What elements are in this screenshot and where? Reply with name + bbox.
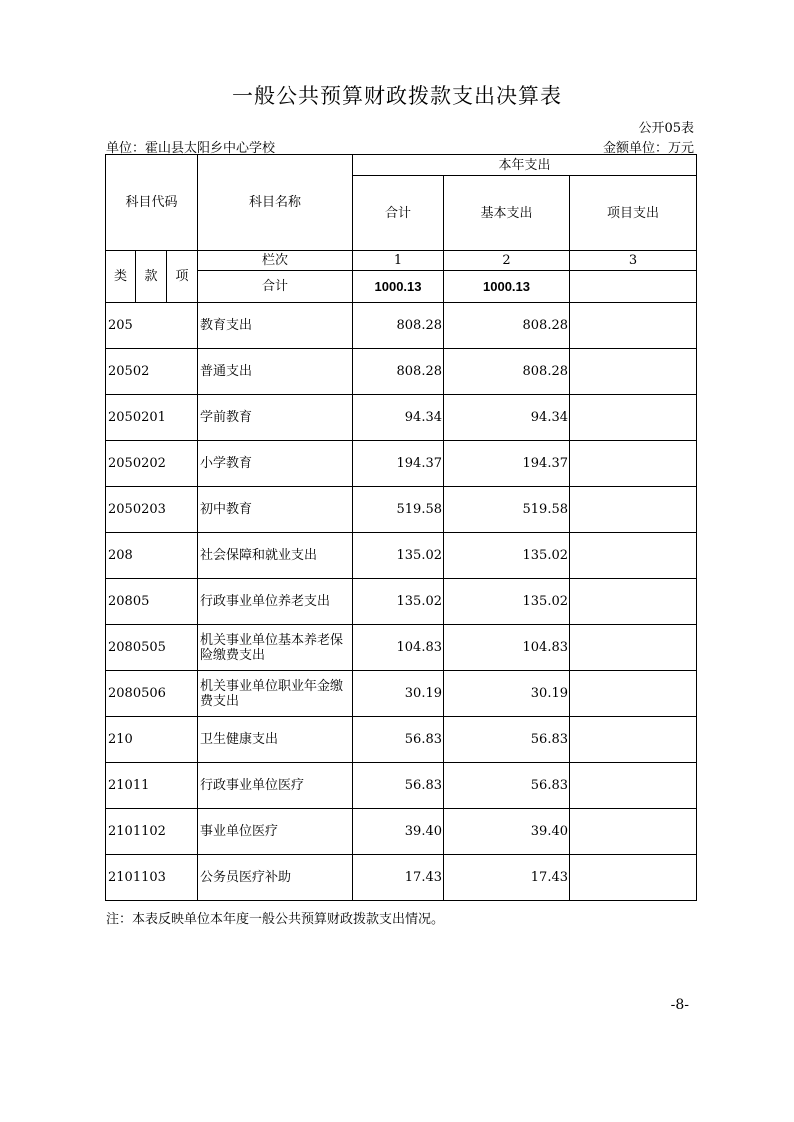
basic-cell: 194.37: [444, 441, 570, 487]
table-row: [106, 395, 697, 441]
project-cell: [570, 855, 697, 901]
sub-header-lei: 类: [106, 251, 136, 303]
basic-cell: 808.28: [444, 303, 570, 349]
table-row: [106, 717, 697, 763]
total-cell: 194.37: [353, 441, 444, 487]
total-label: 合计: [198, 271, 353, 303]
table-row: [106, 303, 697, 349]
subject-code-cell: 2101102: [106, 809, 198, 855]
subject-name-cell: 学前教育: [198, 395, 353, 441]
header-row-1: [106, 155, 697, 176]
basic-cell: 39.40: [444, 809, 570, 855]
project-cell: [570, 303, 697, 349]
subject-code-cell: 2050201: [106, 395, 198, 441]
basic-cell: 56.83: [444, 763, 570, 809]
table-row: [106, 487, 697, 533]
subject-name-cell: 机关事业单位基本养老保险缴费支出: [198, 625, 353, 671]
header-subject-code: 科目代码: [106, 155, 198, 251]
total-cell: 30.19: [353, 671, 444, 717]
total-basic-value: 1000.13: [444, 271, 570, 303]
subject-code-cell: 2050202: [106, 441, 198, 487]
form-code: 公开05表: [638, 121, 694, 136]
project-cell: [570, 671, 697, 717]
subject-name-cell: 行政事业单位养老支出: [198, 579, 353, 625]
table-row: [106, 671, 697, 717]
total-cell: 56.83: [353, 763, 444, 809]
subject-code-cell: 210: [106, 717, 198, 763]
subject-code-cell: 208: [106, 533, 198, 579]
basic-cell: 135.02: [444, 533, 570, 579]
total-cell: 17.43: [353, 855, 444, 901]
header-current-year-expenditure: 本年支出: [353, 155, 697, 176]
basic-cell: 519.58: [444, 487, 570, 533]
index-1: 1: [353, 251, 444, 271]
total-cell: 519.58: [353, 487, 444, 533]
table-row: [106, 855, 697, 901]
header-subject-name: 科目名称: [198, 155, 353, 251]
subject-name-cell: 小学教育: [198, 441, 353, 487]
table-row: [106, 533, 697, 579]
total-cell: 135.02: [353, 533, 444, 579]
total-cell: 808.28: [353, 303, 444, 349]
table-row: [106, 625, 697, 671]
table-row: [106, 579, 697, 625]
subject-name-cell: 社会保障和就业支出: [198, 533, 353, 579]
subject-name-cell: 卫生健康支出: [198, 717, 353, 763]
subject-name-cell: 机关事业单位职业年金缴费支出: [198, 671, 353, 717]
subject-name-cell: 事业单位医疗: [198, 809, 353, 855]
project-cell: [570, 625, 697, 671]
table-row: [106, 349, 697, 395]
basic-cell: 808.28: [444, 349, 570, 395]
subject-name-cell: 教育支出: [198, 303, 353, 349]
total-cell: 56.83: [353, 717, 444, 763]
sub-header-kuan: 款: [136, 251, 167, 303]
page-number: -8-: [670, 997, 689, 1013]
subject-code-cell: 20502: [106, 349, 198, 395]
project-cell: [570, 349, 697, 395]
table-row: [106, 763, 697, 809]
total-cell: 135.02: [353, 579, 444, 625]
subject-name-cell: 公务员医疗补助: [198, 855, 353, 901]
subject-code-cell: 20805: [106, 579, 198, 625]
basic-cell: 104.83: [444, 625, 570, 671]
subject-name-cell: 行政事业单位医疗: [198, 763, 353, 809]
header-total: 合计: [353, 176, 444, 251]
index-row: [106, 251, 697, 271]
basic-cell: 30.19: [444, 671, 570, 717]
basic-cell: 17.43: [444, 855, 570, 901]
table-note: 注：本表反映单位本年度一般公共预算财政拨款支出情况。: [106, 912, 445, 927]
row-index-label: 栏次: [198, 251, 353, 271]
total-cell: 104.83: [353, 625, 444, 671]
total-project-value: [570, 271, 697, 303]
basic-cell: 135.02: [444, 579, 570, 625]
project-cell: [570, 763, 697, 809]
basic-cell: 94.34: [444, 395, 570, 441]
project-cell: [570, 809, 697, 855]
header-project: 项目支出: [570, 176, 697, 251]
project-cell: [570, 487, 697, 533]
project-cell: [570, 395, 697, 441]
subject-code-cell: 21011: [106, 763, 198, 809]
table-row: [106, 441, 697, 487]
expenditure-table: [105, 154, 697, 901]
sub-header-xiang: 项: [167, 251, 198, 303]
subject-name-cell: 普通支出: [198, 349, 353, 395]
project-cell: [570, 717, 697, 763]
total-cell: 808.28: [353, 349, 444, 395]
index-3: 3: [570, 251, 697, 271]
header-basic: 基本支出: [444, 176, 570, 251]
subject-code-cell: 2080506: [106, 671, 198, 717]
basic-cell: 56.83: [444, 717, 570, 763]
total-cell: 39.40: [353, 809, 444, 855]
subject-code-cell: 2080505: [106, 625, 198, 671]
subject-code-cell: 2101103: [106, 855, 198, 901]
index-2: 2: [444, 251, 570, 271]
table-row: [106, 809, 697, 855]
subject-code-cell: 205: [106, 303, 198, 349]
reporting-unit: 单位：霍山县太阳乡中心学校: [106, 141, 276, 156]
subject-code-cell: 2050203: [106, 487, 198, 533]
project-cell: [570, 441, 697, 487]
page-title: 一般公共预算财政拨款支出决算表: [232, 84, 562, 108]
amount-unit: 金额单位：万元: [602, 141, 694, 156]
total-cell: 94.34: [353, 395, 444, 441]
project-cell: [570, 533, 697, 579]
total-value: 1000.13: [353, 271, 444, 303]
subject-name-cell: 初中教育: [198, 487, 353, 533]
project-cell: [570, 579, 697, 625]
